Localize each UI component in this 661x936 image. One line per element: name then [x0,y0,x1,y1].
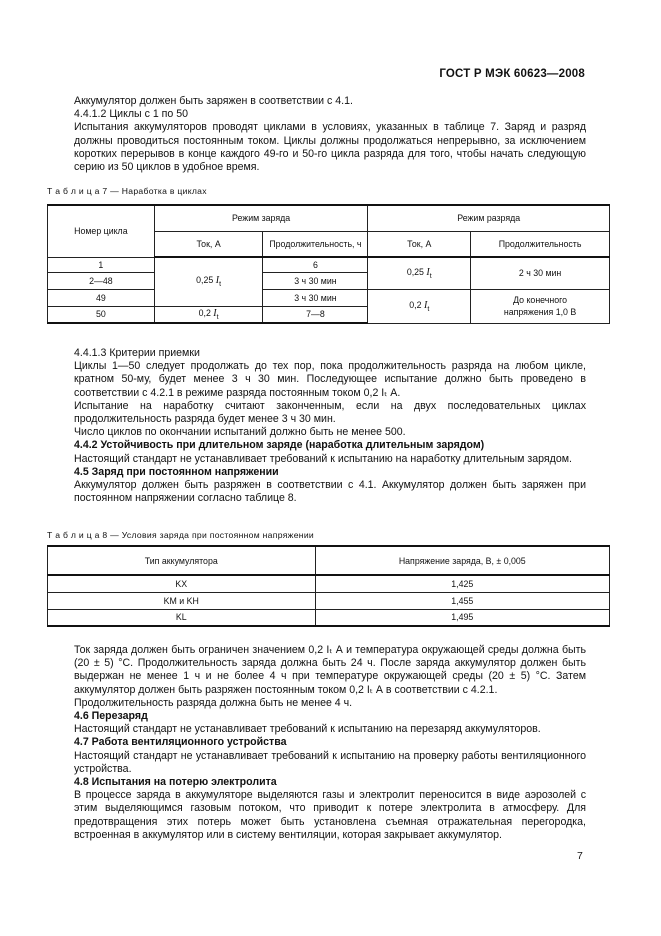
table-cell: 0,25 $I_t$ [154,257,263,306]
paragraph: Настоящий стандарт не устанавливает требований к испытанию на проверку работы вентиляционного устройства. [74,749,586,775]
subsection-heading: 4.4.1.2 Циклы с 1 по 50 [74,108,189,121]
table7-header-discharge: Режим разряда [368,205,610,231]
table7-sub-current: Ток, А [368,231,471,257]
table-cell: 0,2 $I_t$ [154,306,263,323]
table7-sub-current: Ток, А [154,231,263,257]
paragraph: Число циклов по окончании испытаний должно быть не менее 500. [74,426,406,439]
table-cell: 1,455 [315,592,609,609]
paragraph: Настоящий стандарт не устанавливает требований к испытанию на наработку длительным зарядом. [74,452,572,465]
table7-sub-duration: Продолжительность [471,231,610,257]
subsection-heading: 4.4.1.3 Критерии приемки [74,347,200,359]
table-cell: 0,2 $I_t$ [368,289,471,323]
table-cell: 1,495 [315,609,609,626]
table7-header-cycle: Номер цикла [48,205,155,257]
paragraph: Испытания аккумуляторов проводят циклами в условиях, указанных в таблице 7. Заряд и разряд должны проводиться постоянным током. Циклы должны продолжаться непрерывно, за исключением коротких перерывов в конце каждого 49-го и 50-го цикла разряда для того, чтобы начать следующую серию из 50 циклов в удобное время. [74,121,586,174]
paragraph: Испытание на наработку считают законченным, если на двух последовательных циклах продолжительность разряда будет менее 3 ч 30 мин. [74,399,586,426]
paragraph: Продолжительность разряда должна быть не менее 4 ч. [74,696,353,709]
section-heading: 4.5 Заряд при постоянном напряжении [74,465,279,478]
table8-header-voltage: Напряжение заряда, В, ± 0,005 [315,546,609,575]
section-heading: 4.7 Работа вентиляционного устройства [74,736,287,749]
table-cell: 1,425 [315,575,609,592]
table-cell: KX [48,575,316,592]
section-heading: 4.4.2 Устойчивость при длительном заряде (наработка длительным зарядом) [74,439,485,452]
paragraph: Ток заряда должен быть ограничен значением 0,2 Iₜ А и температура окружающей среды должна быть (20 ± 5) °C. Продолжительность заряда должна быть 24 ч. После заряда аккумулятор должен быть выдержан не менее 1 ч и не более 4 ч при температуре окружающей среды (20 ± 5) °C. Затем аккумулятор должен быть разряжен постоянным током 0,2 Iₜ А в соответствии с 4.2.1. [74,644,586,696]
table7-caption: Т а б л и ц а 7 — Наработка в циклах [47,186,207,196]
paragraph: Аккумулятор должен быть заряжен в соответствии с 4.1. [74,95,353,107]
table8-caption: Т а б л и ц а 8 — Условия заряда при постоянном напряжении [47,530,315,540]
table-cell: 2—48 [48,272,155,289]
paragraph: Настоящий стандарт не устанавливает требований к испытанию на перезаряд аккумуляторов. [74,723,541,736]
text-block-3 [74,644,586,842]
table-cell: 3 ч 30 мин [263,272,368,289]
table7 [47,204,610,324]
table8 [47,545,610,627]
table-cell: 50 [48,306,155,323]
page-number: 7 [577,850,583,862]
table-cell: До конечного напряжения 1,0 В [471,289,610,323]
paragraph: В процессе заряда в аккумуляторе выделяются газы и электролит переносится в виде аэрозолей с этим выделяющимся газовым потоком, что приводит к потере электролита в атмосферу. Для предотвращения этих потерь может быть установлена съемная отражательная перегородка, встроенная в аккумулятор или в систему вентиляции, которая закрывает аккумулятор. [74,789,586,841]
table-cell: KM и KH [48,592,316,609]
table-cell: 0,25 $I_t$ [368,257,471,289]
section-heading: 4.8 Испытания на потерю электролита [74,776,277,789]
table-cell: 7—8 [263,306,368,323]
table-cell: 1 [48,257,155,272]
document-header: ГОСТ Р МЭК 60623—2008 [439,68,585,80]
table-cell: 49 [48,289,155,306]
table7-header-charge: Режим заряда [154,205,368,231]
table-cell: 3 ч 30 мин [263,289,368,306]
paragraph: Циклы 1—50 следует продолжать до тех пор, пока продолжительность разряда на любом цикле, кратном 50-му, будет менее 3 ч 30 мин. Последующее испытание должно быть проведено в соответствии с 4.2.1 в режиме разряда постоянным током 0,2 Iₜ А. [74,360,586,399]
text-block-2 [74,347,586,505]
table-cell: 2 ч 30 мин [471,257,610,289]
text-block-1 [74,95,586,174]
table-cell: 6 [263,257,368,272]
section-heading: 4.6 Перезаряд [74,710,148,723]
paragraph: Аккумулятор должен быть разряжен в соответствии с 4.1. Аккумулятор должен быть заряжен при постоянном напряжении согласно таблице 8. [74,479,586,505]
table8-header-type: Тип аккумулятора [48,546,316,575]
table-cell: KL [48,609,316,626]
table7-sub-duration: Продолжительность, ч [263,231,368,257]
